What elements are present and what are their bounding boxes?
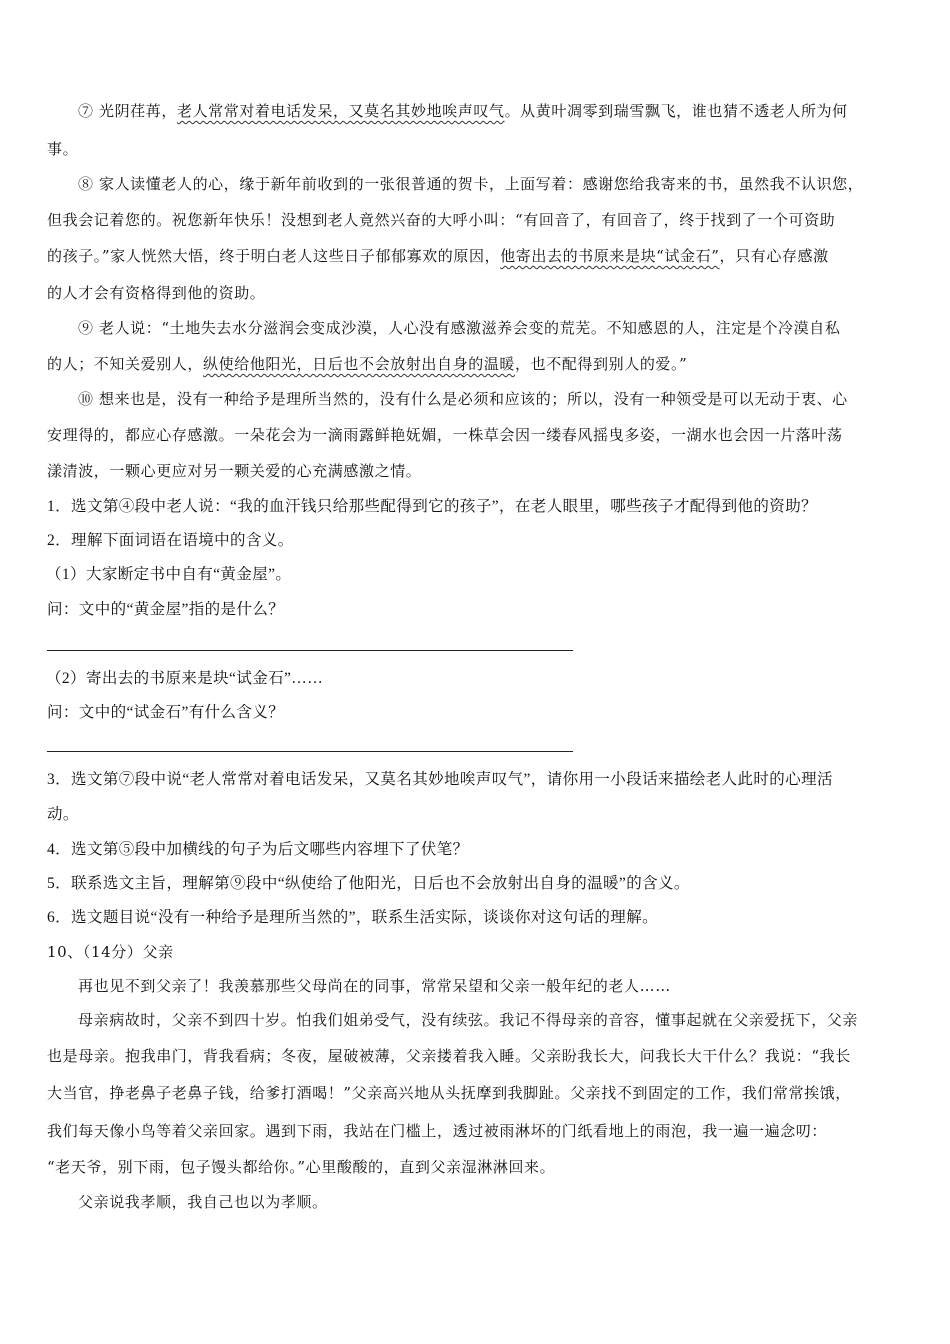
paragraph-7-line-1 [78,101,848,121]
paragraph-7-line-2: 事。 [47,140,79,158]
paragraph-8-line-4: 的人才会有资格得到他的资助。 [47,284,266,302]
paragraph-8-line-3 [47,246,829,266]
question-3-line-1: 3．选文第⑦段中说“老人常常对着电话发呆，又莫名其妙地唉声叹气”，请你用一小段话来描绘老人此时的心理活 [47,771,833,788]
text: ，也不配得到别人的爱。” [515,355,688,373]
answer-line-2[interactable] [47,751,573,752]
section-10-para-2-line-4: 我们每天像小鸟等着父亲回家。遇到下雨，我站在门槛上，透过被雨淋坏的门纸看地上的雨泡，我一遍一遍念叨： [47,1122,828,1140]
question-1: 1．选文第④段中老人说：“我的血汗钱只给那些配得到它的孩子”，在老人眼里，哪些孩子才配得到他的资助？ [47,498,818,515]
underlined-sentence: 他寄出去的书原来是块“试金石” [500,247,720,265]
underlined-sentence: 纵使给他阳光，日后也不会放射出自身的温暖 [203,355,516,373]
paragraph-9-line-2 [47,354,687,374]
question-2-2: （2）寄出去的书原来是块“试金石”…… [46,670,324,687]
answer-line-1[interactable] [47,650,573,651]
section-10-para-3: 父亲说我孝顺，我自己也以为孝顺。 [78,1193,328,1211]
paragraph-8-line-2: 但我会记着您的。祝您新年快乐！没想到老人竟然兴奋的大呼小叫：“有回音了，有回音了，终于找到了一个可资助 [47,211,836,229]
text: 。从黄叶凋零到瑞雪飘飞，谁也猜不透老人所为何 [504,102,848,120]
section-10-heading: 10、（14分）父亲 [47,943,174,961]
paragraph-10-line-2: 安理得的，都应心存感激。一朵花会为一滴雨露鲜艳妩媚，一株草会因一缕春风摇曳多姿，一湖水也会因一片落叶荡 [47,426,843,444]
section-10-para-2-line-1: 母亲病故时，父亲不到四十岁。怕我们姐弟受气，没有续弦。我记不得母亲的音容，懂事起就在父亲爱抚下，父亲 [78,1011,859,1029]
question-3-line-2: 动。 [47,806,79,823]
text: 的孩子。”家人恍然大悟，终于明白老人这些日子郁郁寡欢的原因， [47,247,501,265]
question-2-1-ask: 问：文中的“黄金屋”指的是什么？ [47,601,285,618]
section-10-para-2-line-5: “老天爷，别下雨，包子馒头都给你。”心里酸酸的，直到父亲湿淋淋回来。 [47,1158,556,1176]
question-2: 2．理解下面词语在语境中的含义。 [47,532,294,549]
text: ，只有心存感激 [719,247,829,265]
question-2-1: （1）大家断定书中自有“黄金屋”。 [46,566,292,583]
question-2-2-ask: 问：文中的“试金石”有什么含义？ [47,704,285,721]
question-4: 4．选文第⑤段中加横线的句子为后文哪些内容埋下了伏笔？ [47,841,469,858]
paragraph-10-line-1: ⑩ 想来也是，没有一种给予是理所当然的，没有什么是必须和应该的；所以，没有一种领受是可以无动于衷、心 [78,390,848,408]
paragraph-10-line-3: 漾清波，一颗心更应对另一颗关爱的心充满感激之情。 [47,462,422,480]
question-5: 5．联系选文主旨，理解第⑨段中“纵使给了他阳光，日后也不会放射出自身的温暖”的含义。 [47,875,690,892]
section-10-para-2-line-2: 也是母亲。抱我串门，背我看病；冬夜，屋破被薄，父亲搂着我入睡。父亲盼我长大，问我长大干什么？我说：“我长 [47,1047,851,1065]
question-6: 6．选文题目说“没有一种给予是理所当然的”，联系生活实际，谈谈你对这句话的理解。 [47,909,659,926]
text: ⑦ 光阴荏苒， [78,102,177,120]
section-10-para-2-line-3: 大当官，挣老鼻子老鼻子钱，给爹打酒喝！”父亲高兴地从头抚摩到我脚趾。父亲找不到固定的工作，我们常常挨饿， [47,1084,851,1102]
paragraph-8-line-1: ⑧ 家人读懂老人的心，缘于新年前收到的一张很普通的贺卡，上面写着：感谢您给我寄来的书，虽然我不认识您， [78,175,864,193]
section-10-para-1: 再也见不到父亲了！我羡慕那些父母尚在的同事，常常呆望和父亲一般年纪的老人…… [78,977,671,995]
underlined-sentence: 老人常常对着电话发呆，又莫名其妙地唉声叹气 [176,102,505,120]
paragraph-9-line-1: ⑨ 老人说：“土地失去水分滋润会变成沙漠，人心没有感激滋养会变的荒芜。不知感恩的人，注定是个冷漠自私 [78,319,841,337]
text: 的人；不知关爱别人， [47,355,204,373]
